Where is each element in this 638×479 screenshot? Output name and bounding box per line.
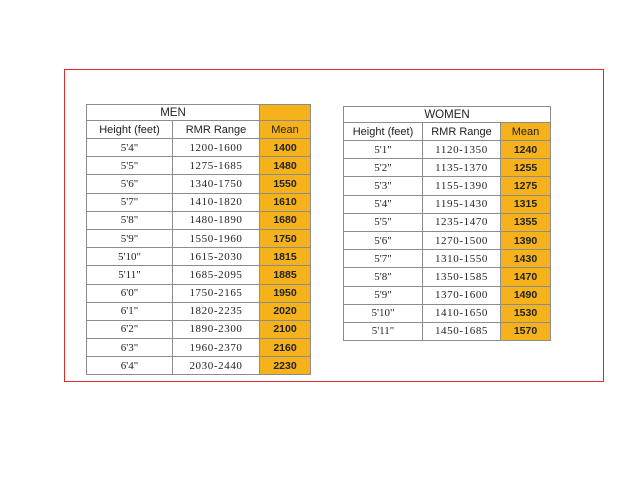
women-mean-cell: 1430 — [501, 250, 551, 268]
men-table-row — [87, 339, 311, 357]
women-mean-cell: 1275 — [501, 177, 551, 195]
men-height-cell: 6'4" — [87, 357, 173, 375]
women-table-row — [344, 159, 551, 177]
women-rmr-table — [343, 106, 551, 341]
women-range-cell: 1370-1600 — [423, 286, 501, 304]
women-height-cell: 5'4" — [344, 195, 423, 213]
women-table-row — [344, 322, 551, 340]
women-range-cell: 1235-1470 — [423, 213, 501, 231]
men-mean-cell: 1950 — [260, 284, 311, 302]
women-table-row — [344, 177, 551, 195]
women-mean-cell: 1390 — [501, 231, 551, 249]
men-mean-cell: 2020 — [260, 302, 311, 320]
women-header-height: Height (feet) — [344, 123, 423, 141]
men-mean-cell: 1750 — [260, 229, 311, 247]
men-range-cell: 1340-1750 — [173, 175, 260, 193]
women-range-cell: 1135-1370 — [423, 159, 501, 177]
women-table-row — [344, 195, 551, 213]
women-table-row — [344, 213, 551, 231]
men-range-cell: 1410-1820 — [173, 193, 260, 211]
men-height-cell: 6'3" — [87, 339, 173, 357]
men-mean-cell: 2230 — [260, 357, 311, 375]
men-header-height: Height (feet) — [87, 121, 173, 139]
men-height-cell: 6'2" — [87, 320, 173, 338]
women-table-row — [344, 286, 551, 304]
men-table-row — [87, 193, 311, 211]
women-range-cell: 1350-1585 — [423, 268, 501, 286]
women-height-cell: 5'5" — [344, 213, 423, 231]
men-height-cell: 5'9" — [87, 229, 173, 247]
men-table-row — [87, 320, 311, 338]
men-mean-cell: 1550 — [260, 175, 311, 193]
men-range-cell: 1890-2300 — [173, 320, 260, 338]
men-mean-cell: 1815 — [260, 248, 311, 266]
women-height-cell: 5'7" — [344, 250, 423, 268]
men-height-cell: 6'1" — [87, 302, 173, 320]
women-mean-cell: 1570 — [501, 322, 551, 340]
men-height-cell: 5'11" — [87, 266, 173, 284]
men-height-cell: 5'5" — [87, 157, 173, 175]
men-range-cell: 1750-2165 — [173, 284, 260, 302]
men-range-cell: 1200-1600 — [173, 139, 260, 157]
women-mean-cell: 1255 — [501, 159, 551, 177]
men-mean-cell: 1885 — [260, 266, 311, 284]
women-range-cell: 1310-1550 — [423, 250, 501, 268]
men-height-cell: 5'4" — [87, 139, 173, 157]
men-height-cell: 5'6" — [87, 175, 173, 193]
men-range-cell: 1960-2370 — [173, 339, 260, 357]
men-range-cell: 1685-2095 — [173, 266, 260, 284]
women-height-cell: 5'3" — [344, 177, 423, 195]
women-range-cell: 1195-1430 — [423, 195, 501, 213]
men-range-cell: 1480-1890 — [173, 211, 260, 229]
women-mean-cell: 1470 — [501, 268, 551, 286]
women-height-cell: 5'11" — [344, 322, 423, 340]
women-table-row — [344, 141, 551, 159]
women-range-cell: 1410-1650 — [423, 304, 501, 322]
men-height-cell: 5'8" — [87, 211, 173, 229]
women-height-cell: 5'10" — [344, 304, 423, 322]
men-title-fill — [260, 105, 311, 121]
men-table-row — [87, 175, 311, 193]
men-range-cell: 2030-2440 — [173, 357, 260, 375]
men-table-title: MEN — [87, 105, 260, 121]
women-range-cell: 1450-1685 — [423, 322, 501, 340]
women-height-cell: 5'8" — [344, 268, 423, 286]
men-table-row — [87, 157, 311, 175]
men-table-row — [87, 139, 311, 157]
women-height-cell: 5'2" — [344, 159, 423, 177]
women-mean-cell: 1530 — [501, 304, 551, 322]
men-height-cell: 5'7" — [87, 193, 173, 211]
men-mean-cell: 1400 — [260, 139, 311, 157]
women-mean-cell: 1240 — [501, 141, 551, 159]
men-range-cell: 1820-2235 — [173, 302, 260, 320]
women-mean-cell: 1490 — [501, 286, 551, 304]
women-mean-cell: 1355 — [501, 213, 551, 231]
women-header-mean: Mean — [501, 123, 551, 141]
women-range-cell: 1270-1500 — [423, 231, 501, 249]
men-range-cell: 1615-2030 — [173, 248, 260, 266]
men-table-row — [87, 266, 311, 284]
men-header-range: RMR Range — [173, 121, 260, 139]
women-height-cell: 5'9" — [344, 286, 423, 304]
women-table-row — [344, 231, 551, 249]
men-mean-cell: 1480 — [260, 157, 311, 175]
women-table-row — [344, 268, 551, 286]
women-mean-cell: 1315 — [501, 195, 551, 213]
men-mean-cell: 2100 — [260, 320, 311, 338]
women-header-range: RMR Range — [423, 123, 501, 141]
men-mean-cell: 2160 — [260, 339, 311, 357]
women-table-row — [344, 250, 551, 268]
men-table-row — [87, 357, 311, 375]
men-height-cell: 5'10" — [87, 248, 173, 266]
men-table-row — [87, 211, 311, 229]
men-table-row — [87, 302, 311, 320]
women-height-cell: 5'1" — [344, 141, 423, 159]
men-table-row — [87, 229, 311, 247]
men-range-cell: 1550-1960 — [173, 229, 260, 247]
men-height-cell: 6'0" — [87, 284, 173, 302]
women-table-title: WOMEN — [344, 107, 551, 123]
men-mean-cell: 1610 — [260, 193, 311, 211]
men-mean-cell: 1680 — [260, 211, 311, 229]
men-header-mean: Mean — [260, 121, 311, 139]
men-rmr-table — [86, 104, 311, 375]
men-range-cell: 1275-1685 — [173, 157, 260, 175]
women-height-cell: 5'6" — [344, 231, 423, 249]
women-range-cell: 1155-1390 — [423, 177, 501, 195]
men-table-row — [87, 284, 311, 302]
women-table-row — [344, 304, 551, 322]
men-table-row — [87, 248, 311, 266]
women-range-cell: 1120-1350 — [423, 141, 501, 159]
